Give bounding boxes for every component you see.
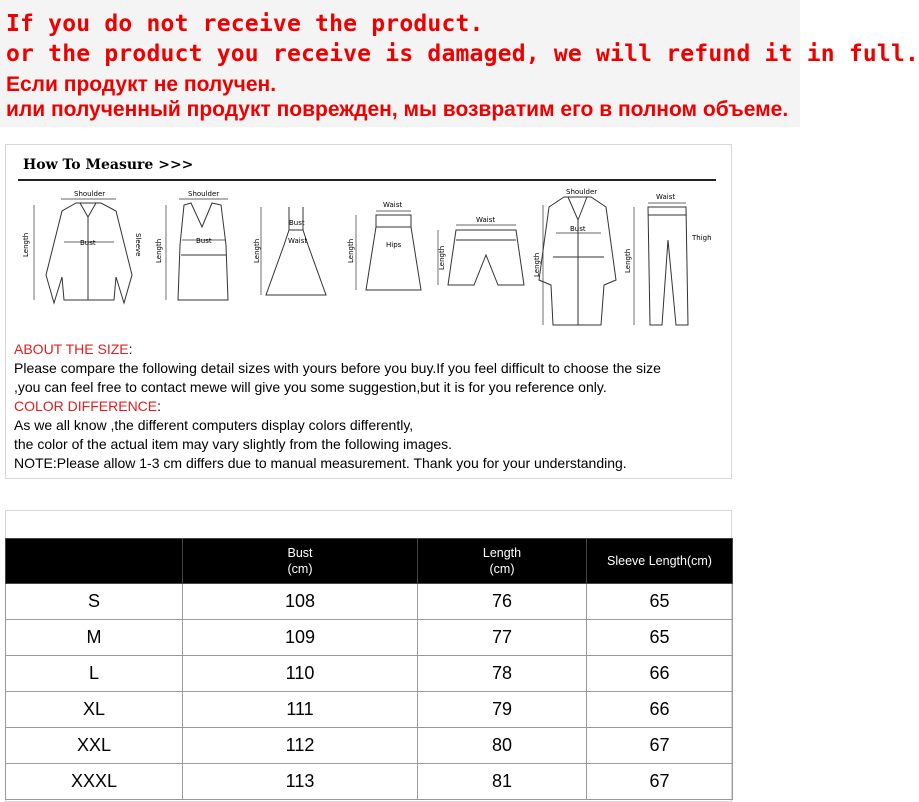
how-to-measure-panel: [5, 144, 732, 479]
fig-label-bust-1: Bust: [80, 239, 96, 247]
refund-notice-banner: [0, 0, 919, 127]
fig-label-length-2: Length: [155, 238, 163, 263]
fig-label-waist-3: Waist: [476, 216, 496, 224]
color-difference-heading: COLOR DIFFERENCE: [14, 398, 158, 414]
header-length: [418, 539, 587, 584]
size-cell: XXL: [6, 728, 183, 764]
fig-label-bust-4: Bust: [570, 225, 586, 233]
fig-label-shoulder-2: Shoulder: [188, 190, 220, 198]
bust-cell: 112: [183, 728, 418, 764]
notice-line-2: or the product you receive is damaged, we will refund it in full.: [6, 41, 919, 67]
sleeve-cell: 67: [587, 728, 733, 764]
length-cell: 81: [418, 764, 587, 800]
fig-label-shoulder-3: Shoulder: [566, 188, 598, 196]
length-cell: 76: [418, 584, 587, 620]
header-bust: [183, 539, 418, 584]
about-size-heading-line: [14, 340, 133, 359]
measurement-illustrations: [16, 185, 726, 335]
bust-cell: 113: [183, 764, 418, 800]
shorts-figure-icon: [438, 225, 524, 285]
coat-figure-icon: [539, 197, 616, 325]
fig-label-sleeve: Sleeve: [134, 233, 142, 257]
about-size-heading: ABOUT THE SIZE: [14, 341, 129, 357]
table-row: [6, 692, 733, 728]
color-difference-text-2: the color of the actual item may vary slightly from the following images.: [14, 436, 453, 452]
table-row: [6, 656, 733, 692]
trousers-figure-icon: [634, 203, 688, 325]
fig-label-shoulder-1: Shoulder: [74, 190, 106, 198]
about-size-text-2: ,you can feel free to contact mewe will give you some suggestion,but it is for you reference only.: [14, 379, 607, 395]
fig-label-length-4: Length: [347, 238, 355, 263]
color-difference-colon: :: [157, 398, 162, 414]
fig-label-length-1: Length: [22, 232, 30, 257]
header-bust-label: Bust (cm): [287, 546, 313, 576]
sleeve-cell: 66: [587, 692, 733, 728]
sleeve-cell: 65: [587, 584, 733, 620]
size-cell: M: [6, 620, 183, 656]
size-cell: L: [6, 656, 183, 692]
size-table-header-row: [6, 539, 733, 584]
size-chart-table: [5, 538, 733, 800]
fig-label-length-3: Length: [253, 238, 261, 263]
sleeve-cell: 66: [587, 656, 733, 692]
length-cell: 77: [418, 620, 587, 656]
fig-label-bust-2: Bust: [196, 237, 212, 245]
fig-label-length-6: Length: [533, 252, 541, 277]
table-row: [6, 620, 733, 656]
measurement-note: NOTE:Please allow 1-3 cm differs due to manual measurement. Thank you for your understanding.: [14, 455, 627, 471]
length-cell: 80: [418, 728, 587, 764]
size-cell: XXXL: [6, 764, 183, 800]
notice-line-4: или полученный продукт поврежден, мы возвратим его в полном объеме.: [6, 98, 789, 121]
fig-label-waist-1: Waist: [288, 237, 308, 245]
bust-cell: 108: [183, 584, 418, 620]
length-cell: 79: [418, 692, 587, 728]
header-size: [6, 539, 183, 584]
header-length-label: Length (cm): [482, 546, 522, 576]
length-cell: 78: [418, 656, 587, 692]
fig-label-length-7: Length: [624, 248, 632, 273]
fig-label-bust-3: Bust: [289, 219, 305, 227]
fig-label-waist-4: Waist: [656, 193, 676, 201]
sleeve-cell: 65: [587, 620, 733, 656]
about-size-text-1: Please compare the following detail sizes with yours before you buy.If you feel difficult to choose the size: [14, 360, 661, 376]
fig-label-length-5: Length: [438, 245, 446, 270]
size-cell: XL: [6, 692, 183, 728]
table-row: [6, 728, 733, 764]
about-size-colon: :: [128, 341, 133, 357]
header-sleeve-length: Sleeve Length(cm): [587, 539, 733, 584]
blouse-figure-icon: [34, 199, 132, 303]
size-cell: S: [6, 584, 183, 620]
table-row: [6, 764, 733, 800]
fig-label-hips-1: Hips: [386, 241, 402, 249]
bust-cell: 110: [183, 656, 418, 692]
title-divider: [18, 179, 716, 181]
skirt-figure-icon: [356, 211, 421, 290]
tank-top-figure-icon: [166, 199, 228, 300]
how-to-measure-title: How To Measure >>>: [23, 157, 194, 173]
bust-cell: 109: [183, 620, 418, 656]
color-difference-heading-line: [14, 397, 161, 416]
sleeve-cell: 67: [587, 764, 733, 800]
bust-cell: 111: [183, 692, 418, 728]
fig-label-thigh: Thigh: [692, 234, 712, 242]
notice-line-3: Если продукт не получен.: [6, 73, 277, 96]
color-difference-text-1: As we all know ,the different computers display colors differently,: [14, 417, 414, 433]
table-row: [6, 584, 733, 620]
notice-line-1: If you do not receive the product.: [6, 11, 484, 37]
fig-label-waist-2: Waist: [383, 201, 403, 209]
